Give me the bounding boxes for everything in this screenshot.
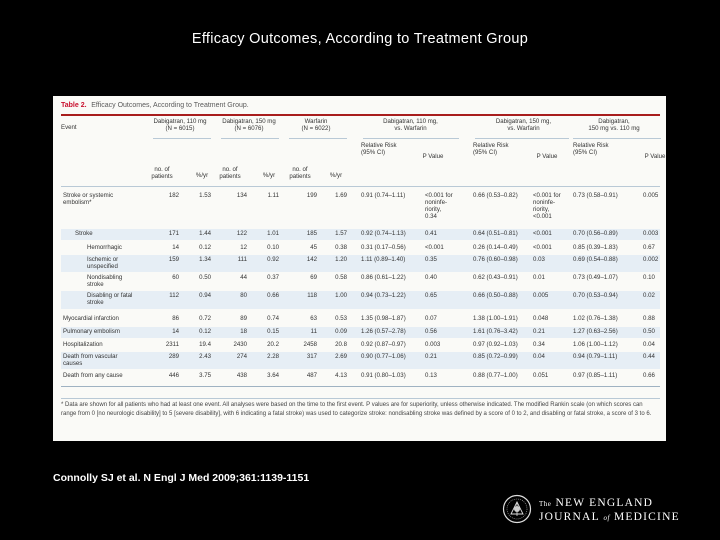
row-event-label-line: Stroke <box>75 230 93 237</box>
header-no-of-patients <box>283 166 317 180</box>
cell-rr3: 1.06 (1.00–1.12) <box>573 341 618 348</box>
row-event-label <box>63 353 143 367</box>
header-group-underline <box>573 138 661 139</box>
row-event-label-line: Hospitalization <box>63 341 103 348</box>
cell-n3: 317 <box>306 353 317 360</box>
cell-rr3: 0.85 (0.39–1.83) <box>573 244 618 251</box>
header-cmp-150-vs-warfarin-line: vs. Warfarin <box>507 125 540 132</box>
cell-pv2-line: riority, <box>533 206 550 213</box>
row-event-label <box>75 230 155 237</box>
cell-pv1 <box>425 341 471 348</box>
cell-pv2 <box>533 256 579 263</box>
cell-pv2 <box>533 244 579 251</box>
cell-pv1 <box>425 244 471 251</box>
cell-rr3: 0.73 (0.49–1.07) <box>573 274 618 281</box>
cell-pv2 <box>533 292 579 299</box>
row-event-label-line: stroke <box>87 281 104 288</box>
cell-pv2-line: 0.21 <box>533 328 545 335</box>
cell-pv3: 0.67 <box>643 244 655 251</box>
cell-n1: 289 <box>168 353 179 360</box>
row-event-label-line: Pulmonary embolism <box>63 328 120 335</box>
cell-pv3: 0.10 <box>643 274 655 281</box>
cell-n1: 446 <box>168 372 179 379</box>
cell-p3: 0.53 <box>335 315 347 322</box>
nejm-seal-icon <box>502 494 532 524</box>
header-group-underline <box>289 138 347 139</box>
cell-rr1: 0.90 (0.77–1.06) <box>361 353 406 360</box>
table-top-rule <box>61 114 660 116</box>
cell-pv1 <box>425 353 471 360</box>
cell-rr2: 0.97 (0.92–1.03) <box>473 341 518 348</box>
header-relative-risk <box>361 142 411 156</box>
cell-rr3: 0.70 (0.53–0.94) <box>573 292 618 299</box>
cell-p1: 0.12 <box>199 244 211 251</box>
cell-p2: 20.2 <box>267 341 279 348</box>
cell-pv2 <box>533 341 579 348</box>
cell-p3: 1.00 <box>335 292 347 299</box>
cell-n2: 274 <box>236 353 247 360</box>
cell-pv1-line: 0.003 <box>425 341 441 348</box>
cell-n1: 159 <box>168 256 179 263</box>
cell-pv2-line: 0.03 <box>533 256 545 263</box>
cell-rr3: 0.70 (0.56–0.89) <box>573 230 618 237</box>
header-p-value: P Value <box>536 153 558 160</box>
cell-pv1-line: 0.07 <box>425 315 437 322</box>
row-event-label-line: Ischemic or <box>87 256 119 263</box>
header-cmp-150-vs-110 <box>565 118 663 132</box>
cell-pv1 <box>425 292 471 299</box>
cell-n3: 118 <box>307 292 317 299</box>
cell-pv1 <box>425 256 471 263</box>
cell-pv2 <box>533 315 579 322</box>
row-event-label-line: Disabling or fatal <box>87 292 133 299</box>
cell-rr1: 0.31 (0.17–0.56) <box>361 244 406 251</box>
cell-p3: 2.69 <box>335 353 347 360</box>
logo-line2: JOURNAL of MEDICINE <box>539 511 680 523</box>
cell-p2: 1.11 <box>267 192 279 199</box>
cell-pv2-line: 0.34 <box>533 341 545 348</box>
cell-n1: 112 <box>169 292 179 299</box>
header-relative-risk-line: Relative Risk <box>573 142 609 149</box>
header-dabigatran-110 <box>145 118 215 132</box>
row-event-label-line: Death from any cause <box>63 372 123 379</box>
cell-n3: 45 <box>310 244 317 251</box>
table-footnote: * Data are shown for all patients who had at least one event. All analyses were based on the time to the first event. P values are for superiority, unless otherwise indicated. The modified Rankin scale (on which scores can range from 0 [no neurologic disability] to 5 [severe disability], with 6 indicating a fatal stroke) was used to categorize stroke: nondisabling stroke was defined by a score of 0 to 2, and disabling or fatal stroke, a score of 3 to 6. <box>61 402 652 417</box>
cell-pv3: 0.66 <box>643 372 655 379</box>
cell-rr1: 0.91 (0.80–1.03) <box>361 372 406 379</box>
header-cmp-110-vs-warfarin <box>358 118 463 132</box>
cell-n2: 80 <box>240 292 247 299</box>
row-event-label <box>63 328 143 335</box>
header-relative-risk-line: Relative Risk <box>361 142 397 149</box>
cell-n2: 438 <box>236 372 247 379</box>
row-event-label-line: Death from vascular <box>63 353 118 360</box>
cell-p1: 0.50 <box>199 274 211 281</box>
cell-p2: 0.66 <box>267 292 279 299</box>
cell-rr1: 1.26 (0.57–2.78) <box>361 328 406 335</box>
cell-pv3: 0.003 <box>643 230 659 237</box>
header-p-value: P Value <box>422 153 444 160</box>
cell-rr1: 1.35 (0.98–1.87) <box>361 315 406 322</box>
cell-pv3: 0.04 <box>643 341 655 348</box>
header-cmp-150-vs-warfarin-line: Dabigatran, 150 mg, <box>495 118 552 125</box>
cell-n3: 11 <box>310 328 317 335</box>
row-event-label-line: Hemorrhagic <box>87 244 122 251</box>
cell-pv2 <box>533 328 579 335</box>
cell-pv3: 0.88 <box>643 315 655 322</box>
header-cmp-110-vs-warfarin-line: vs. Warfarin <box>394 125 427 132</box>
table-caption: Efficacy Outcomes, According to Treatment Group. <box>91 102 249 109</box>
header-relative-risk-line: (95% CI) <box>361 149 386 156</box>
header-warfarin-line: Warfarin <box>304 118 328 125</box>
cell-rr1: 0.94 (0.73–1.22) <box>361 292 406 299</box>
cell-pv2 <box>533 372 579 379</box>
cell-pv2 <box>533 230 579 237</box>
cell-pv2-line: 0.04 <box>533 353 545 360</box>
header-p-value: P Value <box>644 153 666 160</box>
cell-p3: 20.8 <box>335 341 347 348</box>
cell-pv2-line: noninfe- <box>533 199 556 206</box>
cell-n3: 69 <box>310 274 317 281</box>
cell-n2: 122 <box>236 230 247 237</box>
table-bottom-rule <box>61 386 660 387</box>
header-dabigatran-150 <box>213 118 285 132</box>
cell-pv1-line: 0.65 <box>425 292 437 299</box>
cell-n3: 142 <box>306 256 317 263</box>
header-no-of-patients <box>213 166 247 180</box>
cell-rr3: 1.27 (0.63–2.56) <box>573 328 618 335</box>
cell-rr2: 0.85 (0.72–0.99) <box>473 353 518 360</box>
cell-rr2: 0.66 (0.53–0.82) <box>473 192 518 199</box>
cell-pv1-line: 0.40 <box>425 274 437 281</box>
cell-p2: 0.37 <box>267 274 279 281</box>
row-event-label-line: Myocardial infarction <box>63 315 119 322</box>
cell-pv1-line: 0.41 <box>425 230 437 237</box>
cell-rr2: 0.66 (0.50–0.88) <box>473 292 518 299</box>
cell-pv2-line: 0.01 <box>533 274 545 281</box>
header-relative-risk-line: (95% CI) <box>473 149 498 156</box>
cell-pv1-line: noninfe- <box>425 199 448 206</box>
cell-n2: 44 <box>240 274 247 281</box>
cell-rr3: 1.02 (0.76–1.38) <box>573 315 618 322</box>
cell-rr2: 0.64 (0.51–0.81) <box>473 230 518 237</box>
header-group-underline <box>221 138 279 139</box>
cell-p2: 0.74 <box>267 315 279 322</box>
cell-n1: 60 <box>172 274 179 281</box>
cell-p3: 0.58 <box>335 274 347 281</box>
cell-p2: 2.28 <box>267 353 279 360</box>
cell-rr1: 1.11 (0.89–1.40) <box>361 256 406 263</box>
row-event-label <box>63 315 143 322</box>
cell-p2: 0.92 <box>267 256 279 263</box>
cell-rr1: 0.92 (0.87–0.97) <box>361 341 406 348</box>
cell-pv3: 0.44 <box>643 353 655 360</box>
cell-pv1-line: 0.13 <box>425 372 437 379</box>
cell-n2: 12 <box>240 244 247 251</box>
cell-pv2-line: <0.001 for <box>533 192 561 199</box>
cell-p1: 0.72 <box>199 315 211 322</box>
cell-pv1 <box>425 230 471 237</box>
cell-p3: 1.57 <box>335 230 347 237</box>
header-pct-per-yr: %/yr <box>262 172 276 179</box>
header-no-of-patients <box>145 166 179 180</box>
cell-rr2: 0.62 (0.43–0.91) <box>473 274 518 281</box>
cell-rr3: 0.97 (0.85–1.11) <box>573 372 618 379</box>
cell-rr2: 0.88 (0.77–1.00) <box>473 372 518 379</box>
cell-rr1: 0.92 (0.74–1.13) <box>361 230 406 237</box>
header-cmp-150-vs-110-line: Dabigatran, <box>598 118 630 125</box>
header-pct-per-yr: %/yr <box>329 172 343 179</box>
cell-n1: 2311 <box>165 341 179 348</box>
cell-p3: 4.13 <box>335 372 347 379</box>
cell-pv1 <box>425 372 471 379</box>
cell-pv3: 0.02 <box>643 292 655 299</box>
cell-pv1-line: 0.34 <box>425 213 437 220</box>
header-cmp-150-vs-110-line: 150 mg vs. 110 mg <box>588 125 640 132</box>
header-relative-risk-line: (95% CI) <box>573 149 598 156</box>
cell-p1: 0.12 <box>199 328 211 335</box>
logo-line1: The NEW ENGLAND <box>539 497 654 509</box>
cell-p1: 1.34 <box>199 256 211 263</box>
citation: Connolly SJ et al. N Engl J Med 2009;361:1139-1151 <box>53 472 310 484</box>
cell-pv2-line: <0.001 <box>533 244 552 251</box>
cell-pv1 <box>425 315 471 322</box>
cell-p3: 0.38 <box>335 244 347 251</box>
header-no-of-patients-line: patients <box>151 173 173 180</box>
cell-pv1-line: <0.001 for <box>425 192 453 199</box>
header-warfarin-line: (N = 6022) <box>301 125 331 132</box>
cell-n3: 2458 <box>303 341 317 348</box>
cell-p2: 1.01 <box>267 230 279 237</box>
cell-p1: 0.94 <box>199 292 211 299</box>
header-relative-risk <box>473 142 523 156</box>
row-event-label-line: Nondisabling <box>87 274 123 281</box>
header-no-of-patients-line: patients <box>219 173 241 180</box>
footnote-top-rule <box>61 398 660 399</box>
header-bottom-rule <box>61 186 660 187</box>
cell-rr3: 0.69 (0.54–0.88) <box>573 256 618 263</box>
slide-title: Efficacy Outcomes, According to Treatment Group <box>191 31 529 47</box>
cell-rr2: 1.38 (1.00–1.91) <box>473 315 518 322</box>
row-event-label <box>63 192 143 206</box>
cell-pv1-line: 0.21 <box>425 353 437 360</box>
cell-pv1 <box>425 274 471 281</box>
cell-pv2-line: <0.001 <box>533 213 552 220</box>
cell-pv2 <box>533 353 579 360</box>
cell-pv2-line: 0.048 <box>533 315 549 322</box>
cell-pv1-line: riority, <box>425 206 442 213</box>
cell-n1: 171 <box>168 230 179 237</box>
header-no-of-patients-line: no. of <box>154 166 170 173</box>
header-cmp-110-vs-warfarin-line: Dabigatran, 110 mg, <box>383 118 438 125</box>
cell-n2: 2430 <box>233 341 247 348</box>
cell-pv3: 0.002 <box>643 256 659 263</box>
table-title <box>61 102 660 114</box>
cell-p3: 0.09 <box>335 328 347 335</box>
cell-rr3: 0.73 (0.58–0.91) <box>573 192 618 199</box>
cell-n3: 63 <box>310 315 317 322</box>
cell-n1: 14 <box>172 328 179 335</box>
header-dabigatran-110-line: (N = 6015) <box>165 125 195 132</box>
cell-n3: 487 <box>306 372 317 379</box>
header-pct-per-yr: %/yr <box>195 172 209 179</box>
cell-n2: 111 <box>237 256 247 263</box>
cell-p2: 0.15 <box>267 328 279 335</box>
header-relative-risk-line: Relative Risk <box>473 142 509 149</box>
cell-p1: 1.53 <box>199 192 211 199</box>
cell-pv1-line: <0.001 <box>425 244 444 251</box>
header-warfarin <box>283 118 349 132</box>
table-label: Table 2. <box>61 102 87 109</box>
cell-rr1: 0.86 (0.61–1.22) <box>361 274 406 281</box>
cell-p3: 1.69 <box>335 192 347 199</box>
cell-n2: 18 <box>240 328 247 335</box>
header-cmp-150-vs-warfarin <box>471 118 576 132</box>
cell-n3: 199 <box>306 192 317 199</box>
header-no-of-patients-line: no. of <box>222 166 238 173</box>
cell-n2: 89 <box>240 315 247 322</box>
cell-n1: 14 <box>172 244 179 251</box>
cell-rr2: 1.61 (0.76–3.42) <box>473 328 518 335</box>
cell-p2: 0.10 <box>267 244 279 251</box>
cell-pv2-line: 0.005 <box>533 292 549 299</box>
cell-pv3: 0.005 <box>643 192 659 199</box>
row-event-label-line: Stroke or systemic <box>63 192 114 199</box>
row-event-label-line: causes <box>63 360 83 367</box>
cell-p1: 19.4 <box>199 341 211 348</box>
cell-pv2-line: <0.001 <box>533 230 552 237</box>
header-group-underline <box>153 138 211 139</box>
cell-rr1: 0.91 (0.74–1.11) <box>361 192 406 199</box>
cell-pv2 <box>533 274 579 281</box>
cell-pv1-line: 0.35 <box>425 256 437 263</box>
cell-n2: 134 <box>236 192 247 199</box>
header-dabigatran-110-line: Dabigatran, 110 mg <box>153 118 207 125</box>
efficacy-table-figure <box>53 96 666 441</box>
cell-pv1 <box>425 192 471 220</box>
cell-p1: 3.75 <box>199 372 211 379</box>
cell-p1: 2.43 <box>199 353 211 360</box>
cell-p2: 3.64 <box>267 372 279 379</box>
cell-n1: 182 <box>168 192 179 199</box>
header-relative-risk <box>573 142 623 156</box>
row-event-label <box>63 372 143 379</box>
header-dabigatran-150-line: Dabigatran, 150 mg <box>222 118 276 125</box>
row-event-label-line: stroke <box>87 299 104 306</box>
header-group-underline <box>363 138 459 139</box>
cell-pv2 <box>533 192 579 220</box>
cell-pv3: 0.50 <box>643 328 655 335</box>
cell-rr2: 0.26 (0.14–0.49) <box>473 244 518 251</box>
cell-pv2-line: 0.051 <box>533 372 549 379</box>
cell-n1: 86 <box>172 315 179 322</box>
row-event-label-line: embolism* <box>63 199 92 206</box>
cell-n3: 185 <box>306 230 317 237</box>
header-dabigatran-150-line: (N = 6076) <box>234 125 264 132</box>
row-event-label-line: unspecified <box>87 263 118 270</box>
nejm-logo <box>502 494 692 526</box>
cell-p1: 1.44 <box>199 230 211 237</box>
cell-p3: 1.20 <box>335 256 347 263</box>
header-no-of-patients-line: patients <box>289 173 311 180</box>
cell-rr2: 0.76 (0.60–0.98) <box>473 256 518 263</box>
cell-rr3: 0.94 (0.79–1.11) <box>573 353 618 360</box>
header-group-underline <box>475 138 569 139</box>
header-no-of-patients-line: no. of <box>292 166 308 173</box>
header-event: Event <box>61 124 77 131</box>
cell-pv1-line: 0.56 <box>425 328 437 335</box>
row-event-label <box>63 341 143 348</box>
cell-pv1 <box>425 328 471 335</box>
